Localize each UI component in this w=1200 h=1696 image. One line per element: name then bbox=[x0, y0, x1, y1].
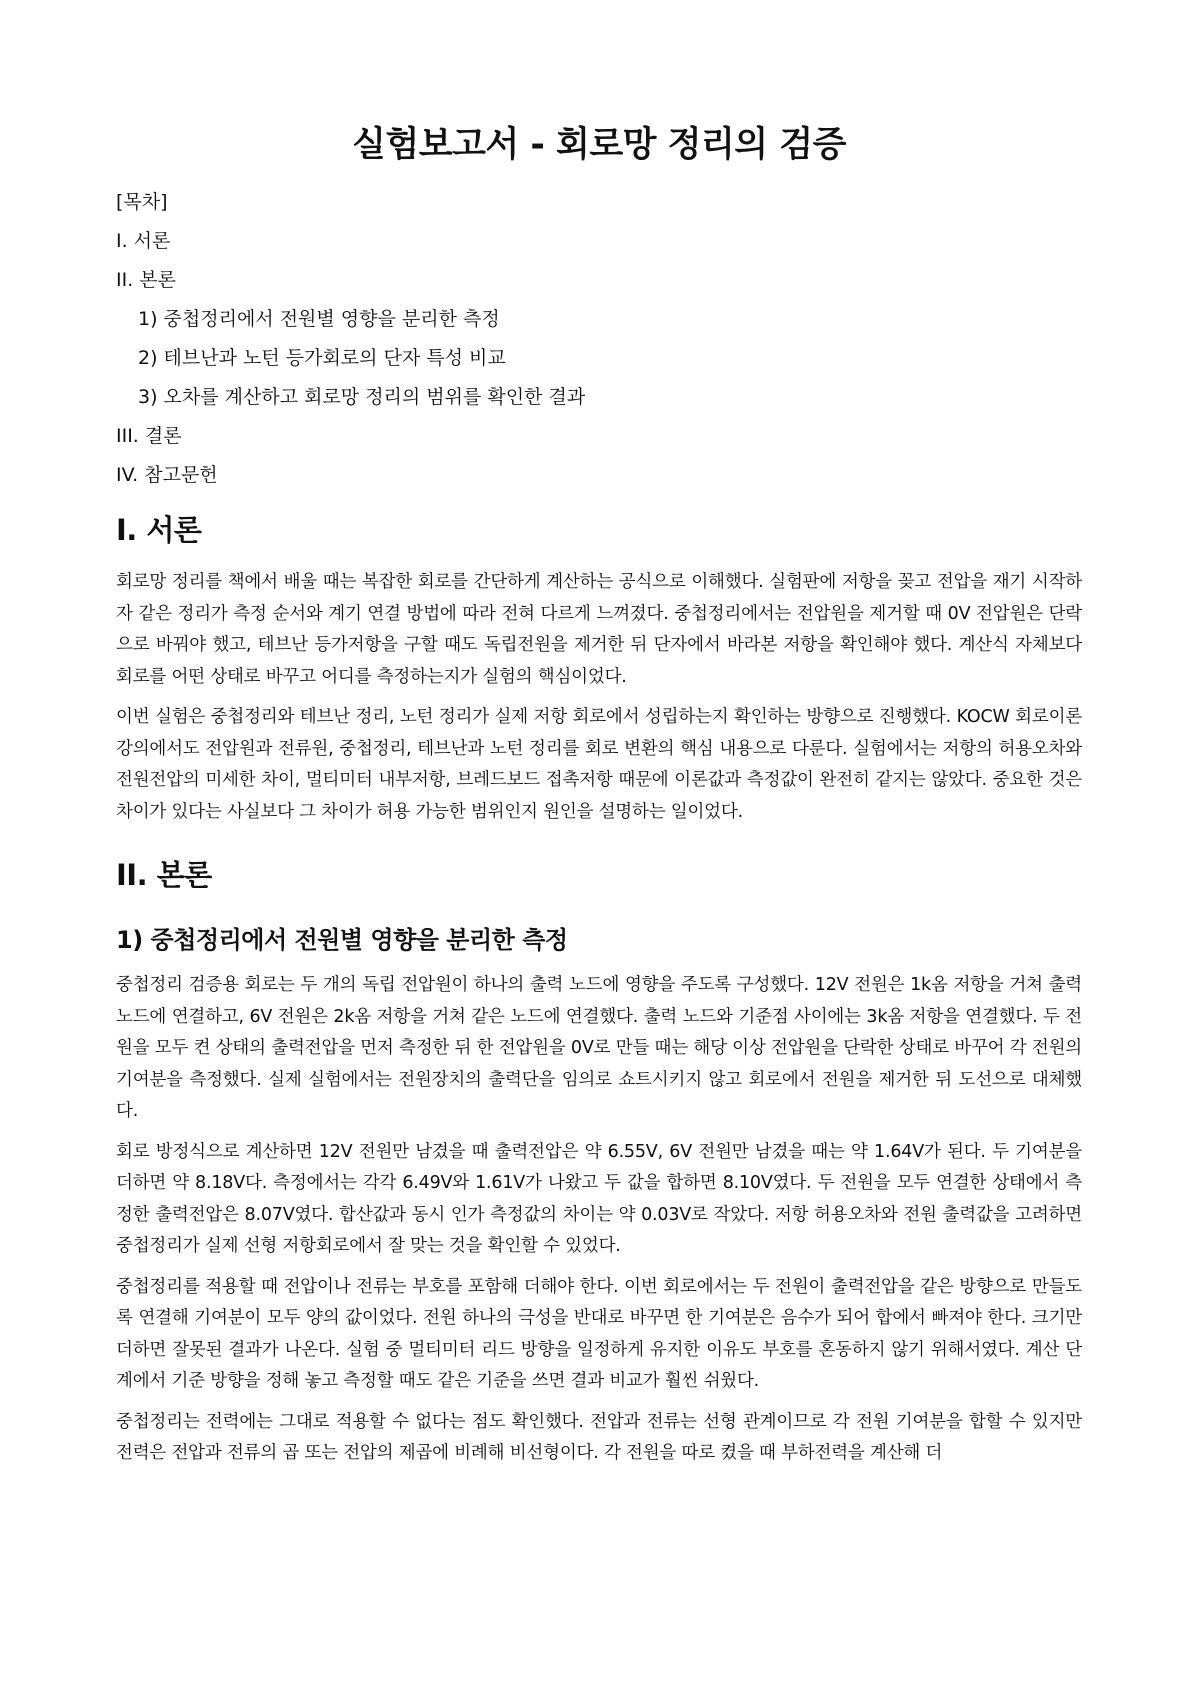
toc-list bbox=[116, 229, 1082, 487]
document-title: 실험보고서 - 회로망 정리의 검증 bbox=[352, 125, 846, 165]
intro-body bbox=[116, 567, 1082, 828]
toc-item: 3) 오차를 계산하고 회로망 정리의 범위를 확인한 결과 bbox=[138, 386, 586, 408]
paragraph: 회로 방정식으로 계산하면 12V 전원만 남겼을 때 출력전압은 약 6.55V, 6V 전원만 남겼을 때는 약 1.64V가 된다. 두 기여분을 더하면 약 8.18V다. 측정에서는 각각 6.49V와 1.61V가 나왔고 두 값을 합하면 8.10V였다. 두 전원을 모두 연결한 상태에서 측정한 출력전압은 8.07V였다. 합산값과 동시 인가 측정값의 차이는 약 0.03V로 작았다. 저항 허용오차와 전원 출력값을 고려하면 중첩정리가 실제 선형 저항회로에서 잘 맞는 것을 확인할 수 있었다. bbox=[116, 1141, 1082, 1256]
toc-label: [목차] bbox=[116, 191, 168, 213]
superposition-body bbox=[116, 970, 1082, 1470]
paragraph: 회로망 정리를 책에서 배울 때는 복잡한 회로를 간단하게 계산하는 공식으로 이해했다. 실험판에 저항을 꽂고 전압을 재기 시작하자 같은 정리가 측정 순서와 계기 연결 방법에 따라 전혀 다르게 느껴졌다. 중첩정리에서는 전압원을 제거할 때 0V 전압원은 단락으로 바꿔야 했고, 테브난 등가저항을 구할 때도 독립전원을 제거한 뒤 단자에서 바라본 저항을 확인해야 했다. 계산식 자체보다 회로를 어떤 상태로 바꾸고 어디를 측정하는지가 실험의 핵심이었다. bbox=[116, 572, 1083, 687]
toc-item: III. 결론 bbox=[116, 425, 182, 447]
paragraph: 중첩정리를 적용할 때 전압이나 전류는 부호를 포함해 더해야 한다. 이번 회로에서는 두 전원이 출력전압을 같은 방향으로 만들도록 연결해 기여분이 모두 양의 값이었다. 전원 하나의 극성을 반대로 바꾸면 한 기여분은 음수가 되어 합에서 빠져야 한다. 크기만 더하면 잘못된 결과가 나온다. 실험 중 멀티미터 리드 방향을 일정하게 유지한 이유도 부호를 혼동하지 않기 위해서였다. 계산 단계에서 기준 방향을 정해 놓고 측정할 때도 같은 기준을 쓰면 결과 비교가 훨씬 쉬웠다. bbox=[116, 1276, 1082, 1391]
toc-item: I. 서론 bbox=[116, 230, 171, 252]
section-heading-body: II. 본론 bbox=[116, 858, 212, 892]
paragraph: 중첩정리 검증용 회로는 두 개의 독립 전압원이 하나의 출력 노드에 영향을 주도록 구성했다. 12V 전원은 1k옴 저항을 거쳐 출력 노드에 연결하고, 6V 전원은 2k옴 저항을 거쳐 같은 노드에 연결했다. 출력 노드와 기준점 사이에는 3k옴 저항을 연결했다. 두 전원을 모두 켠 상태의 출력전압을 먼저 측정한 뒤 한 전압원을 0V로 만들 때는 해당 이상 전압원을 단락한 상태로 바꾸어 각 전원의 기여분을 측정했다. 실제 실험에서는 전원장치의 출력단을 임의로 쇼트시키지 않고 회로에서 전원을 제거한 뒤 도선으로 대체했다. bbox=[116, 975, 1082, 1121]
toc-item: II. 본론 bbox=[116, 269, 176, 291]
section-heading-intro: I. 서론 bbox=[116, 513, 202, 547]
table-of-contents bbox=[116, 190, 1082, 487]
toc-item: 2) 테브난과 노턴 등가회로의 단자 특성 비교 bbox=[138, 347, 506, 369]
toc-item: IV. 참고문헌 bbox=[116, 464, 218, 486]
toc-item: 1) 중첩정리에서 전원별 영향을 분리한 측정 bbox=[138, 308, 500, 330]
subsection-heading-superposition: 1) 중첩정리에서 전원별 영향을 분리한 측정 bbox=[116, 926, 568, 954]
paragraph: 이번 실험은 중첩정리와 테브난 정리, 노턴 정리가 실제 저항 회로에서 성립하는지 확인하는 방향으로 진행했다. KOCW 회로이론 강의에서도 전압원과 전류원, 중첩정리, 테브난과 노턴 정리를 회로 변환의 핵심 내용으로 다룬다. 실험에서는 저항의 허용오차와 전원전압의 미세한 차이, 멀티미터 내부저항, 브레드보드 접촉저항 때문에 이론값과 측정값이 완전히 같지는 않았다. 중요한 것은 차이가 있다는 사실보다 그 차이가 허용 가능한 범위인지 원인을 설명하는 일이었다. bbox=[116, 707, 1082, 822]
paragraph: 중첩정리는 전력에는 그대로 적용할 수 없다는 점도 확인했다. 전압과 전류는 선형 관계이므로 각 전원 기여분을 합할 수 있지만 전력은 전압과 전류의 곱 또는 전압의 제곱에 비례해 비선형이다. 각 전원을 따로 켰을 때 부하전력을 계산해 더 bbox=[116, 1411, 1082, 1463]
